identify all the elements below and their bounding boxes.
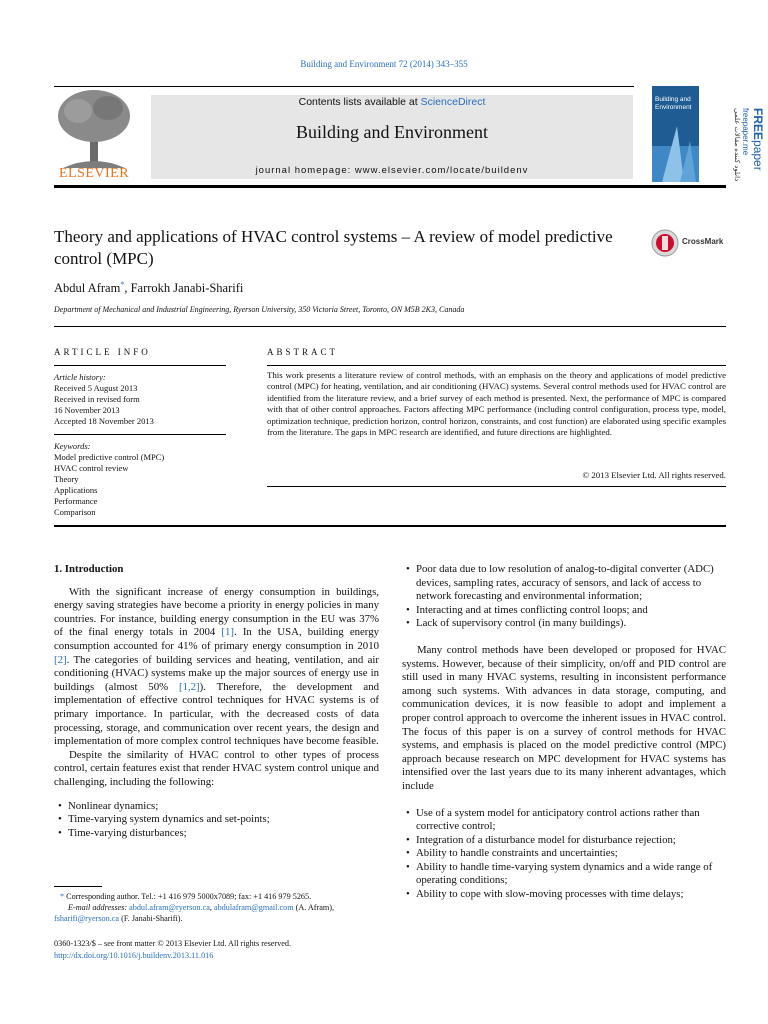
keyword-item: Applications bbox=[54, 485, 98, 495]
body-top-rule bbox=[54, 525, 726, 527]
email-note: E-mail addresses: abdul.afram@ryerson.ca, abdulafram@gmail.com (A. Afram), bbox=[68, 903, 335, 912]
contents-line bbox=[151, 95, 633, 109]
list-item: • Interacting and at times conflicting control loops; and bbox=[402, 604, 726, 618]
corresponding-author-note: * Corresponding author. Tel.: +1 416 979 5000x7089; fax: +1 416 979 5265. bbox=[60, 892, 312, 901]
author-janabi-sharifi[interactable]: Farrokh Janabi-Sharifi bbox=[130, 281, 244, 296]
doi-link[interactable]: http://dx.doi.org/10.1016/j.buildenv.2013.11.016 bbox=[54, 950, 214, 960]
body-paragraph: Despite the similarity of HVAC control to other types of process control, certain features exist that render HVAC system control unique and challenging, including the following: bbox=[54, 748, 379, 788]
email-link[interactable]: fsharifi@ryerson.ca bbox=[54, 914, 120, 923]
keyword-item: Model predictive control (MPC) bbox=[54, 452, 165, 462]
bullet-list bbox=[54, 800, 379, 841]
abstract-text: This work presents a literature review of control methods, with an emphasis on the theory and applications of model predictive control (MPC) for heating, ventilation, and air conditioning (HVAC) systems. Several control methods used for HVAC control are identified from the literature review, and a brief survey of each method is presented. Next, the performance of MPC is compared with that of other control approaches. Factors affecting MPC performance (including control configuration, process type, model, optimization technique, prediction horizon, control horizon, constraints, and cost function) are elaborated using specific examples from the literature. The gaps in MPC research are identified, and future directions are highlighted. bbox=[267, 370, 726, 438]
list-item: • Time-varying system dynamics and set-points; bbox=[54, 813, 379, 827]
journal-cover[interactable] bbox=[652, 86, 699, 182]
keyword-item: Comparison bbox=[54, 507, 96, 517]
abstract-rule-top bbox=[267, 365, 726, 366]
affiliation: Department of Mechanical and Industrial Engineering, Ryerson University, 350 Victoria Street, Toronto, ON M5B 2K3, Canada bbox=[54, 305, 465, 314]
freepaper-main: FREEpaper bbox=[751, 108, 765, 171]
elsevier-wordmark: ELSEVIER bbox=[58, 166, 130, 181]
body-left-column bbox=[54, 563, 379, 840]
journal-banner bbox=[151, 95, 633, 179]
bullet-list bbox=[402, 563, 726, 631]
elsevier-logo[interactable] bbox=[53, 86, 135, 186]
citation-ref-2[interactable]: [2] bbox=[54, 653, 67, 666]
author-afram[interactable]: Abdul Afram bbox=[54, 281, 121, 296]
crossmark-badge[interactable] bbox=[651, 229, 731, 259]
info-rule-middle bbox=[54, 434, 226, 435]
keywords bbox=[54, 441, 226, 518]
keywords-label: Keywords: bbox=[54, 441, 91, 451]
journal-homepage[interactable]: journal homepage: www.elsevier.com/locate/buildenv bbox=[255, 165, 529, 176]
bullet-list bbox=[402, 807, 726, 902]
list-item: • Ability to cope with slow-moving processes with time delays; bbox=[402, 888, 726, 902]
list-item: • Ability to handle time-varying system dynamics and a wide range of operating conditions; bbox=[402, 861, 726, 888]
list-item: • Nonlinear dynamics; bbox=[54, 800, 379, 814]
sciencedirect-link[interactable]: ScienceDirect bbox=[420, 96, 486, 108]
author-separator: , bbox=[124, 281, 131, 296]
contents-prefix: Contents lists available at bbox=[298, 96, 421, 108]
abstract-copyright: © 2013 Elsevier Ltd. All rights reserved. bbox=[582, 470, 726, 480]
issn-line: 0360-1323/$ – see front matter © 2013 Elsevier Ltd. All rights reserved. bbox=[54, 939, 292, 948]
info-rule-top bbox=[54, 365, 226, 366]
list-item: • Integration of a disturbance model for disturbance rejection; bbox=[402, 834, 726, 848]
author-list bbox=[54, 280, 243, 296]
header-bottom-rule bbox=[54, 185, 726, 188]
footnote bbox=[54, 891, 384, 924]
keyword-item: Performance bbox=[54, 496, 98, 506]
crossmark-label: CrossMark bbox=[682, 237, 724, 246]
freepaper-side-banner[interactable] bbox=[735, 108, 765, 230]
citation-ref-1-2[interactable]: [1,2] bbox=[178, 680, 200, 693]
freepaper-arabic: دانلود کننده مقالات علمی bbox=[733, 108, 740, 182]
history-item: Received 5 August 2013 bbox=[54, 383, 138, 393]
section-heading: 1. Introduction bbox=[54, 563, 124, 575]
freepaper-url: freepaper.me bbox=[741, 108, 750, 156]
page-footer bbox=[54, 938, 384, 961]
body-right-column bbox=[402, 563, 726, 902]
affiliation-rule bbox=[54, 326, 726, 327]
body-paragraph: With the significant increase of energy consumption in buildings, energy saving strategies have become a priority in energy policies in many countries. For instance, building energy consumption in the EU was 37% of the final energy totals in 2004 [1]. In the USA, building energy consumption accounted for 41% of primary energy consumption in 2010 [2]. The categories of building services and heating, ventilation, and air conditioning (HVAC) systems make up the major sources of energy use in buildings (almost 50% [1,2]). Therefore, the development and implementation of effective control techniques for HVAC systems is of primary importance. In particular, with the decreased costs of data processing, storage, and communication over recent years, the design and implementation of more complex control techniques have become feasible. bbox=[54, 585, 380, 748]
abstract-label: ABSTRACT bbox=[267, 347, 339, 357]
article-history bbox=[54, 372, 226, 427]
keyword-item: HVAC control review bbox=[54, 463, 129, 473]
list-item: • Ability to handle constraints and uncertainties; bbox=[402, 847, 726, 861]
journal-title: Building and Environment bbox=[296, 122, 488, 142]
email-link[interactable]: abdul.afram@ryerson.ca bbox=[129, 903, 210, 912]
citation-ref-1[interactable]: [1] bbox=[221, 626, 235, 639]
header-top-rule bbox=[54, 86, 634, 87]
history-item: 16 November 2013 bbox=[54, 405, 120, 415]
article-title: Theory and applications of HVAC control systems – A review of model predictive control (MPC) bbox=[54, 227, 613, 268]
article-info-label: ARTICLE INFO bbox=[54, 347, 151, 357]
corresponding-mark[interactable]: * bbox=[120, 280, 125, 289]
journal-citation[interactable]: Building and Environment 72 (2014) 343–355 bbox=[300, 59, 468, 69]
list-item: • Lack of supervisory control (in many buildings). bbox=[402, 617, 726, 631]
email-link[interactable]: abdulafram@gmail.com bbox=[213, 903, 294, 912]
history-item: Received in revised form bbox=[54, 394, 140, 404]
abstract-rule-bottom bbox=[267, 486, 726, 487]
list-item: • Time-varying disturbances; bbox=[54, 827, 379, 841]
list-item: • Use of a system model for anticipatory control actions rather than corrective control; bbox=[402, 807, 726, 834]
keyword-item: Theory bbox=[54, 474, 79, 484]
crossmark-icon bbox=[651, 229, 679, 257]
list-item: • Poor data due to low resolution of analog-to-digital converter (ADC) devices, sampling rates, accuracy of sensors, and lack of access to network forecasting and environmental information; bbox=[402, 563, 726, 604]
footnote-rule bbox=[54, 886, 102, 887]
history-label: Article history: bbox=[54, 372, 106, 382]
body-paragraph: Many control methods have been developed or proposed for HVAC systems. However, because of their simplicity, on/off and PID control are still used in many HVAC systems, resulting in inconsistent performance among such systems. With advances in data storage, computing, and communication devices, it is now feasible to adopt and implement a proper control approach to overcome the inherent issues in HVAC control. The focus of this paper is on a survey of control methods for HVAC systems, and emphasis is placed on the model predictive control (MPC) approach because research on MPC development for HVAC systems has intensified over the last years due to its many inherent advantages, which include bbox=[402, 643, 726, 792]
cover-title: Building and Environment bbox=[655, 96, 692, 111]
email-note-continued: fsharifi@ryerson.ca (F. Janabi-Sharifi). bbox=[54, 914, 183, 923]
history-item: Accepted 18 November 2013 bbox=[54, 416, 154, 426]
